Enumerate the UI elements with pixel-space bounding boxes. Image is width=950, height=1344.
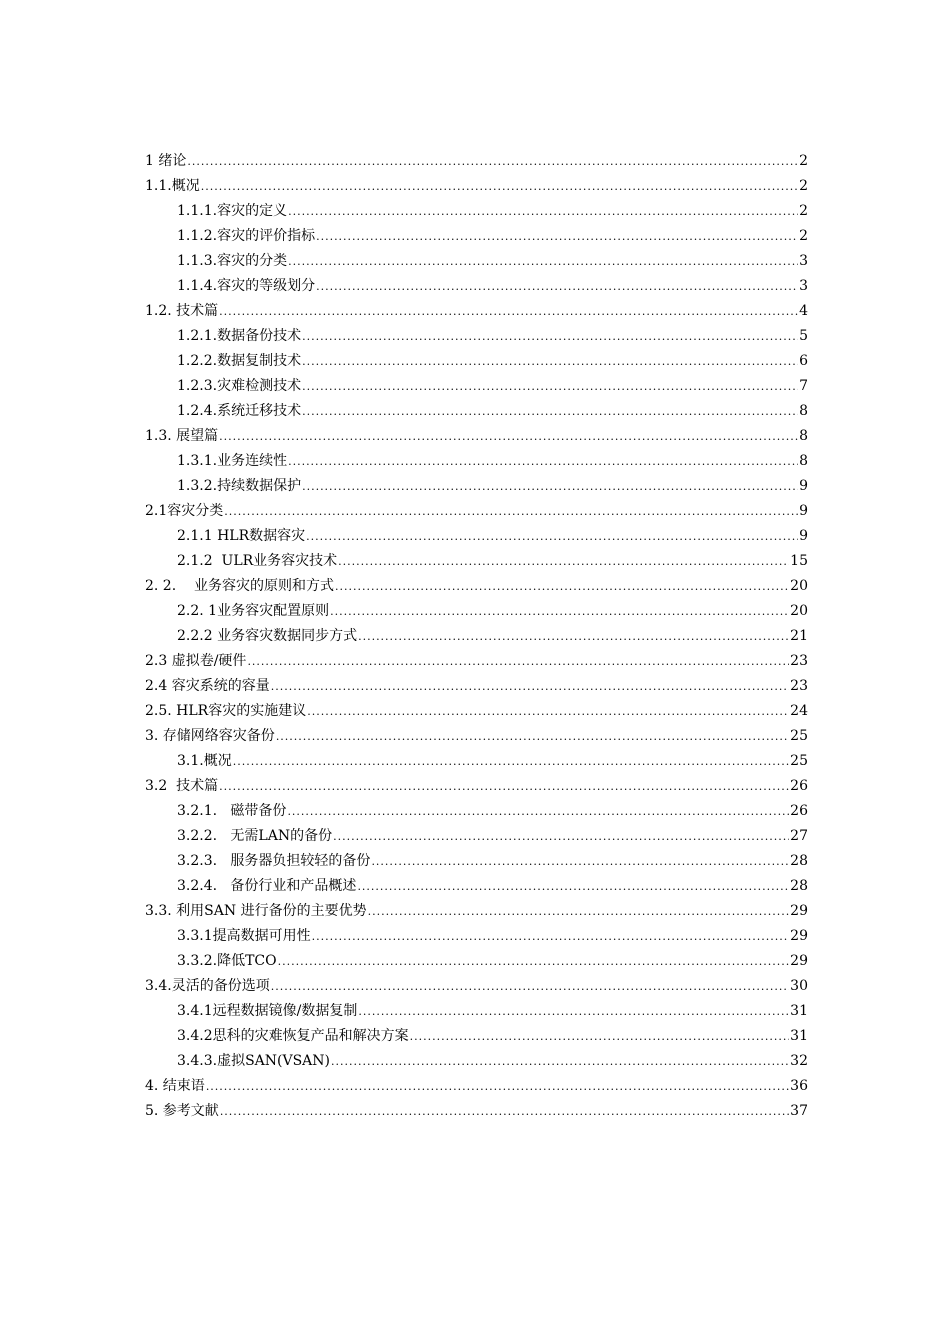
toc-dot-leader — [358, 624, 789, 649]
toc-entry[interactable] — [145, 1024, 808, 1049]
toc-entry-page-number: 8 — [799, 453, 808, 469]
toc-entry[interactable] — [145, 374, 808, 399]
toc-entry-page-number: 15 — [790, 553, 808, 569]
toc-dot-leader — [219, 424, 798, 449]
toc-entry-page-number: 26 — [790, 803, 808, 819]
toc-entry[interactable] — [145, 349, 808, 374]
toc-dot-leader — [312, 924, 790, 949]
toc-entry-title: 1 绪论 — [145, 153, 187, 169]
toc-entry[interactable] — [145, 274, 808, 299]
toc-entry-page-number: 37 — [790, 1103, 808, 1119]
toc-entry-title: 3.3.2.降低TCO — [177, 953, 277, 969]
toc-entry-page-number: 23 — [790, 678, 808, 694]
toc-dot-leader — [288, 249, 798, 274]
toc-entry[interactable] — [145, 849, 808, 874]
toc-entry-page-number: 25 — [790, 728, 808, 744]
toc-entry-page-number: 30 — [790, 978, 808, 994]
toc-dot-leader — [306, 524, 798, 549]
toc-entry-page-number: 5 — [799, 328, 808, 344]
toc-entry-title: 1.3. 展望篇 — [145, 428, 219, 444]
toc-entry[interactable] — [145, 1074, 808, 1099]
toc-entry-page-number: 9 — [799, 478, 808, 494]
toc-entry-page-number: 24 — [790, 703, 808, 719]
toc-entry-page-number: 27 — [790, 828, 808, 844]
toc-entry-title: 1.2.2.数据复制技术 — [177, 353, 302, 369]
toc-entry-title: 2.4 容灾系统的容量 — [145, 678, 270, 694]
toc-entry-title: 3.2.2. 无需LAN的备份 — [177, 828, 333, 844]
toc-entry-page-number: 2 — [799, 228, 808, 244]
toc-entry-page-number: 8 — [799, 403, 808, 419]
toc-entry-title: 2.1.2 ULR业务容灾技术 — [177, 553, 338, 569]
toc-entry-title: 1.3.2.持续数据保护 — [177, 478, 302, 494]
toc-dot-leader — [219, 774, 789, 799]
toc-dot-leader — [338, 549, 789, 574]
toc-dot-leader — [220, 1099, 789, 1124]
toc-entry[interactable] — [145, 699, 808, 724]
toc-entry-page-number: 23 — [790, 653, 808, 669]
toc-dot-leader — [224, 499, 798, 524]
toc-dot-leader — [358, 999, 789, 1024]
toc-entry[interactable] — [145, 674, 808, 699]
toc-entry-title: 3.2.3. 服务器负担较轻的备份 — [177, 853, 371, 869]
toc-entry-page-number: 26 — [790, 778, 808, 794]
toc-entry[interactable] — [145, 199, 808, 224]
toc-dot-leader — [288, 199, 798, 224]
toc-entry-title: 3.4.3.虚拟SAN(VSAN) — [177, 1053, 331, 1069]
toc-entry-page-number: 29 — [790, 928, 808, 944]
toc-entry-page-number: 6 — [799, 353, 808, 369]
toc-entry-title: 1.2.1.数据备份技术 — [177, 328, 302, 344]
toc-entry-title: 1.2.4.系统迁移技术 — [177, 403, 302, 419]
toc-entry-page-number: 2 — [799, 203, 808, 219]
toc-entry-title: 1.2. 技术篇 — [145, 303, 219, 319]
toc-entry-page-number: 7 — [799, 378, 808, 394]
toc-dot-leader — [316, 224, 798, 249]
toc-dot-leader — [410, 1024, 790, 1049]
toc-entry-page-number: 21 — [790, 628, 808, 644]
toc-entry-page-number: 29 — [790, 903, 808, 919]
toc-entry-page-number: 20 — [790, 578, 808, 594]
toc-entry-title: 2.2. 1业务容灾配置原则 — [177, 603, 330, 619]
toc-entry[interactable] — [145, 599, 808, 624]
toc-dot-leader — [302, 474, 798, 499]
toc-entry-title: 1.1.概况 — [145, 178, 200, 194]
toc-entry-title: 1.1.2.容灾的评价指标 — [177, 228, 316, 244]
toc-dot-leader — [333, 824, 789, 849]
toc-entry-page-number: 3 — [799, 253, 808, 269]
toc-entry-title: 3.4.2思科的灾难恢复产品和解决方案 — [177, 1028, 409, 1044]
toc-dot-leader — [371, 849, 789, 874]
toc-dot-leader — [276, 724, 789, 749]
toc-entry-page-number: 32 — [790, 1053, 808, 1069]
toc-dot-leader — [247, 649, 789, 674]
toc-entry-title: 3.4.1远程数据镜像/数据复制 — [177, 1003, 358, 1019]
toc-entry[interactable] — [145, 899, 808, 924]
toc-entry-title: 3. 存储网络容灾备份 — [145, 728, 275, 744]
toc-dot-leader — [357, 874, 789, 899]
toc-entry-title: 5. 参考文献 — [145, 1103, 219, 1119]
toc-entry-title: 3.2.4. 备份行业和产品概述 — [177, 878, 357, 894]
toc-entry[interactable] — [145, 824, 808, 849]
toc-entry-title: 2.1容灾分类 — [145, 503, 224, 519]
toc-entry[interactable] — [145, 174, 808, 199]
toc-dot-leader — [206, 1074, 789, 1099]
toc-entry[interactable] — [145, 649, 808, 674]
toc-dot-leader — [288, 449, 798, 474]
toc-entry-page-number: 20 — [790, 603, 808, 619]
toc-dot-leader — [302, 324, 798, 349]
toc-entry[interactable] — [145, 299, 808, 324]
toc-dot-leader — [201, 174, 798, 199]
toc-entry[interactable] — [145, 1049, 808, 1074]
toc-entry-title: 4. 结束语 — [145, 1078, 205, 1094]
toc-entry[interactable] — [145, 499, 808, 524]
toc-dot-leader — [287, 799, 789, 824]
toc-entry-title: 2. 2. 业务容灾的原则和方式 — [145, 578, 334, 594]
toc-entry-title: 3.4.灵活的备份选项 — [145, 978, 270, 994]
toc-entry[interactable] — [145, 149, 808, 174]
toc-entry-page-number: 9 — [799, 503, 808, 519]
toc-entry-title: 1.1.3.容灾的分类 — [177, 253, 288, 269]
toc-entry[interactable] — [145, 549, 808, 574]
toc-entry-title: 3.3. 利用SAN 进行备份的主要优势 — [145, 903, 367, 919]
toc-entry-page-number: 4 — [799, 303, 808, 319]
toc-dot-leader — [271, 974, 789, 999]
toc-dot-leader — [219, 299, 798, 324]
toc-entry[interactable] — [145, 1099, 808, 1124]
toc-entry[interactable] — [145, 949, 808, 974]
table-of-contents — [145, 149, 808, 1124]
toc-entry-title: 1.2.3.灾难检测技术 — [177, 378, 302, 394]
toc-entry[interactable] — [145, 574, 808, 599]
toc-entry-title: 1.1.4.容灾的等级划分 — [177, 278, 316, 294]
toc-entry[interactable] — [145, 224, 808, 249]
toc-entry[interactable] — [145, 474, 808, 499]
toc-entry-title: 1.1.1.容灾的定义 — [177, 203, 288, 219]
toc-entry[interactable] — [145, 999, 808, 1024]
toc-entry-page-number: 36 — [790, 1078, 808, 1094]
toc-entry[interactable] — [145, 924, 808, 949]
toc-entry-page-number: 31 — [790, 1028, 808, 1044]
toc-dot-leader — [271, 674, 789, 699]
toc-entry-page-number: 29 — [790, 953, 808, 969]
toc-dot-leader — [335, 574, 789, 599]
toc-dot-leader — [233, 749, 789, 774]
toc-entry-page-number: 31 — [790, 1003, 808, 1019]
toc-entry-title: 3.1.概况 — [177, 753, 232, 769]
toc-entry[interactable] — [145, 749, 808, 774]
toc-dot-leader — [278, 949, 790, 974]
toc-entry[interactable] — [145, 974, 808, 999]
toc-dot-leader — [316, 274, 798, 299]
toc-dot-leader — [330, 599, 789, 624]
toc-entry-page-number: 28 — [790, 878, 808, 894]
toc-entry-title: 3.3.1提高数据可用性 — [177, 928, 311, 944]
toc-entry[interactable] — [145, 724, 808, 749]
toc-entry-title: 2.1.1 HLR数据容灾 — [177, 528, 306, 544]
toc-dot-leader — [331, 1049, 789, 1074]
toc-entry[interactable] — [145, 624, 808, 649]
toc-entry-title: 3.2.1. 磁带备份 — [177, 803, 287, 819]
toc-dot-leader — [302, 349, 798, 374]
toc-entry-page-number: 2 — [799, 153, 808, 169]
toc-dot-leader — [368, 899, 790, 924]
toc-entry-title: 1.3.1.业务连续性 — [177, 453, 288, 469]
toc-entry[interactable] — [145, 449, 808, 474]
toc-entry-page-number: 25 — [790, 753, 808, 769]
toc-dot-leader — [307, 699, 789, 724]
toc-entry[interactable] — [145, 249, 808, 274]
toc-entry[interactable] — [145, 524, 808, 549]
toc-entry-page-number: 2 — [799, 178, 808, 194]
toc-entry-page-number: 9 — [799, 528, 808, 544]
toc-entry-page-number: 28 — [790, 853, 808, 869]
toc-entry[interactable] — [145, 399, 808, 424]
toc-dot-leader — [187, 149, 798, 174]
toc-entry-title: 2.3 虚拟卷/硬件 — [145, 653, 247, 669]
toc-entry[interactable] — [145, 324, 808, 349]
toc-entry-page-number: 8 — [799, 428, 808, 444]
toc-entry[interactable] — [145, 874, 808, 899]
toc-entry-title: 2.5. HLR容灾的实施建议 — [145, 703, 307, 719]
toc-entry[interactable] — [145, 799, 808, 824]
toc-entry[interactable] — [145, 774, 808, 799]
toc-dot-leader — [302, 399, 798, 424]
toc-entry-title: 2.2.2 业务容灾数据同步方式 — [177, 628, 358, 644]
toc-dot-leader — [302, 374, 798, 399]
toc-entry-page-number: 3 — [799, 278, 808, 294]
toc-entry-title: 3.2 技术篇 — [145, 778, 219, 794]
toc-entry[interactable] — [145, 424, 808, 449]
